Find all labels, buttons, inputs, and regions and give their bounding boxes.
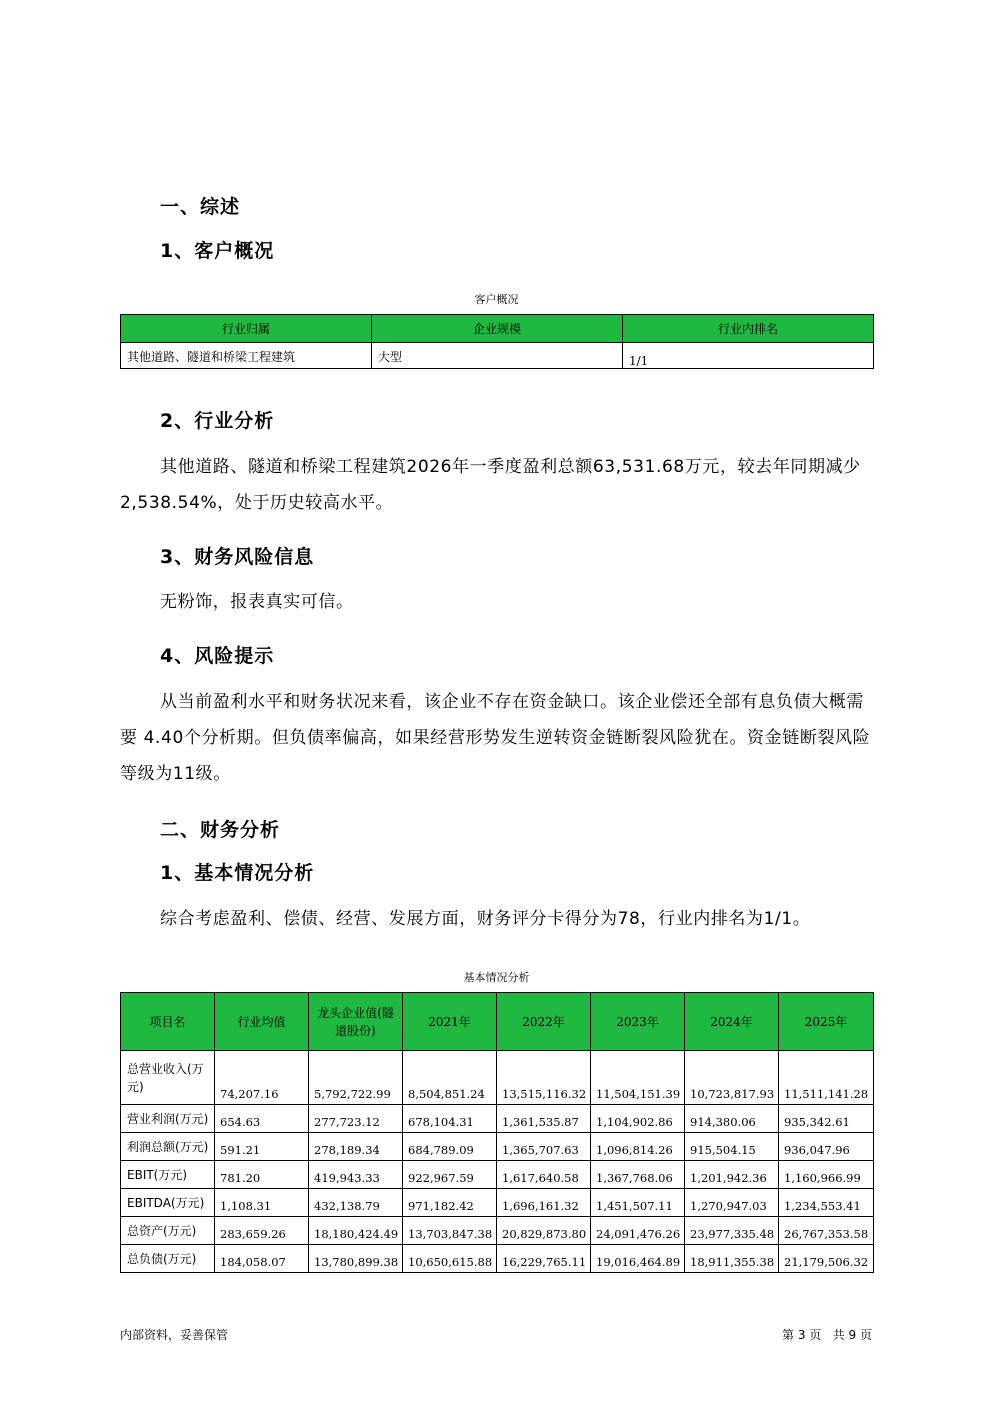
value-cell: 1,096,814.26 bbox=[591, 1133, 685, 1161]
value-cell: 1,367,768.06 bbox=[591, 1161, 685, 1189]
risk-warning-text: 从当前盈利水平和财务状况来看，该企业不存在资金缺口。该企业偿还全部有息负债大概需要 4.40个分析期。但负债率偏高，如果经营形势发生逆转资金链断裂风险犹在。资金链断裂风险等级为11级。 bbox=[120, 692, 871, 784]
header-cell: 行业内排名 bbox=[623, 315, 874, 343]
value-cell: 1,451,507.11 bbox=[591, 1189, 685, 1217]
scale-cell: 大型 bbox=[372, 343, 623, 369]
subsection-title-risk-warning: 4、风险提示 bbox=[160, 645, 275, 667]
value-cell: 781.20 bbox=[215, 1161, 309, 1189]
row-label-cell: 利润总额(万元) bbox=[121, 1133, 215, 1161]
basic-table-caption: 基本情况分析 bbox=[463, 971, 530, 984]
table-row bbox=[121, 1161, 874, 1189]
value-cell: 10,650,615.88 bbox=[403, 1245, 497, 1273]
value-cell: 684,789.09 bbox=[403, 1133, 497, 1161]
value-cell: 678,104.31 bbox=[403, 1105, 497, 1133]
subsection-title-industry-analysis: 2、行业分析 bbox=[160, 410, 275, 432]
header-cell: 企业规模 bbox=[372, 315, 623, 343]
value-cell: 1,696,161.32 bbox=[497, 1189, 591, 1217]
value-cell: 11,511,141.28 bbox=[779, 1051, 874, 1105]
value-cell: 20,829,873.80 bbox=[497, 1217, 591, 1245]
basic-table-body bbox=[121, 1051, 874, 1273]
row-label-cell: 总负债(万元) bbox=[121, 1245, 215, 1273]
section-title-overview: 一、综述 bbox=[160, 196, 241, 218]
financial-risk-text: 无粉饰，报表真实可信。 bbox=[160, 592, 354, 612]
value-cell: 19,016,464.89 bbox=[591, 1245, 685, 1273]
value-cell: 1,361,535.87 bbox=[497, 1105, 591, 1133]
value-cell: 1,365,707.63 bbox=[497, 1133, 591, 1161]
value-cell: 278,189.34 bbox=[309, 1133, 403, 1161]
header-cell: 行业均值 bbox=[215, 993, 309, 1051]
subsection-title-basic-analysis: 1、基本情况分析 bbox=[160, 862, 315, 884]
footer-confidential-note: 内部资料，妥善保管 bbox=[120, 1328, 229, 1342]
section-title-financial-analysis: 二、财务分析 bbox=[160, 819, 281, 841]
row-label-cell: 总营业收入(万元) bbox=[121, 1051, 215, 1105]
value-cell: 13,703,847.38 bbox=[403, 1217, 497, 1245]
value-cell: 591.21 bbox=[215, 1133, 309, 1161]
header-cell: 2024年 bbox=[685, 993, 779, 1051]
customer-table-caption: 客户概况 bbox=[474, 293, 519, 306]
header-cell: 2025年 bbox=[779, 993, 874, 1051]
rank-cell: 1/1 bbox=[623, 343, 874, 369]
basic-table-header-row bbox=[121, 993, 874, 1051]
value-cell: 1,160,966.99 bbox=[779, 1161, 874, 1189]
value-cell: 13,780,899.38 bbox=[309, 1245, 403, 1273]
header-cell: 龙头企业值(隧道股份) bbox=[309, 993, 403, 1051]
footer-page-number: 第 3 页 共 9 页 bbox=[782, 1328, 872, 1342]
value-cell: 8,504,851.24 bbox=[403, 1051, 497, 1105]
table-row bbox=[121, 1245, 874, 1273]
value-cell: 922,967.59 bbox=[403, 1161, 497, 1189]
value-cell: 283,659.26 bbox=[215, 1217, 309, 1245]
value-cell: 1,104,902.86 bbox=[591, 1105, 685, 1133]
value-cell: 277,723.12 bbox=[309, 1105, 403, 1133]
value-cell: 13,515,116.32 bbox=[497, 1051, 591, 1105]
value-cell: 419,943.33 bbox=[309, 1161, 403, 1189]
table-row bbox=[121, 1051, 874, 1105]
row-label-cell: 营业利润(万元) bbox=[121, 1105, 215, 1133]
value-cell: 936,047.96 bbox=[779, 1133, 874, 1161]
value-cell: 935,342.61 bbox=[779, 1105, 874, 1133]
table-row bbox=[121, 1217, 874, 1245]
value-cell: 1,108.31 bbox=[215, 1189, 309, 1217]
subsection-title-financial-risk: 3、财务风险信息 bbox=[160, 546, 315, 568]
value-cell: 18,180,424.49 bbox=[309, 1217, 403, 1245]
subsection-title-customer-overview: 1、客户概况 bbox=[160, 240, 275, 262]
header-cell: 项目名 bbox=[121, 993, 215, 1051]
value-cell: 1,617,640.58 bbox=[497, 1161, 591, 1189]
value-cell: 915,504.15 bbox=[685, 1133, 779, 1161]
industry-cell: 其他道路、隧道和桥梁工程建筑 bbox=[121, 343, 372, 369]
row-label-cell: EBIT(万元) bbox=[121, 1161, 215, 1189]
basic-analysis-table-block bbox=[120, 969, 873, 1273]
value-cell: 11,504,151.39 bbox=[591, 1051, 685, 1105]
value-cell: 10,723,817.93 bbox=[685, 1051, 779, 1105]
value-cell: 914,380.06 bbox=[685, 1105, 779, 1133]
header-cell: 2023年 bbox=[591, 993, 685, 1051]
value-cell: 24,091,476.26 bbox=[591, 1217, 685, 1245]
value-cell: 432,138.79 bbox=[309, 1189, 403, 1217]
value-cell: 26,767,353.58 bbox=[779, 1217, 874, 1245]
value-cell: 1,234,553.41 bbox=[779, 1189, 874, 1217]
value-cell: 23,977,335.48 bbox=[685, 1217, 779, 1245]
customer-table-row bbox=[121, 343, 874, 369]
value-cell: 21,179,506.32 bbox=[779, 1245, 874, 1273]
value-cell: 1,270,947.03 bbox=[685, 1189, 779, 1217]
value-cell: 16,229,765.11 bbox=[497, 1245, 591, 1273]
value-cell: 74,207.16 bbox=[215, 1051, 309, 1105]
value-cell: 654.63 bbox=[215, 1105, 309, 1133]
table-row bbox=[121, 1189, 874, 1217]
header-cell: 2022年 bbox=[497, 993, 591, 1051]
row-label-cell: EBITDA(万元) bbox=[121, 1189, 215, 1217]
value-cell: 1,201,942.36 bbox=[685, 1161, 779, 1189]
value-cell: 5,792,722.99 bbox=[309, 1051, 403, 1105]
basic-analysis-table bbox=[120, 992, 874, 1273]
value-cell: 184,058.07 bbox=[215, 1245, 309, 1273]
basic-analysis-text: 综合考虑盈利、偿债、经营、发展方面，财务评分卡得分为78，行业内排名为1/1。 bbox=[160, 909, 811, 929]
header-cell: 行业归属 bbox=[121, 315, 372, 343]
customer-overview-table-block bbox=[120, 291, 873, 369]
header-cell: 2021年 bbox=[403, 993, 497, 1051]
row-label-cell: 总资产(万元) bbox=[121, 1217, 215, 1245]
value-cell: 971,182.42 bbox=[403, 1189, 497, 1217]
customer-table-header-row bbox=[121, 315, 874, 343]
table-row bbox=[121, 1133, 874, 1161]
industry-analysis-text: 其他道路、隧道和桥梁工程建筑2026年一季度盈利总额63,531.68万元，较去年同期减少2,538.54%，处于历史较高水平。 bbox=[120, 457, 861, 513]
value-cell: 18,911,355.38 bbox=[685, 1245, 779, 1273]
customer-overview-table bbox=[120, 314, 874, 369]
table-row bbox=[121, 1105, 874, 1133]
